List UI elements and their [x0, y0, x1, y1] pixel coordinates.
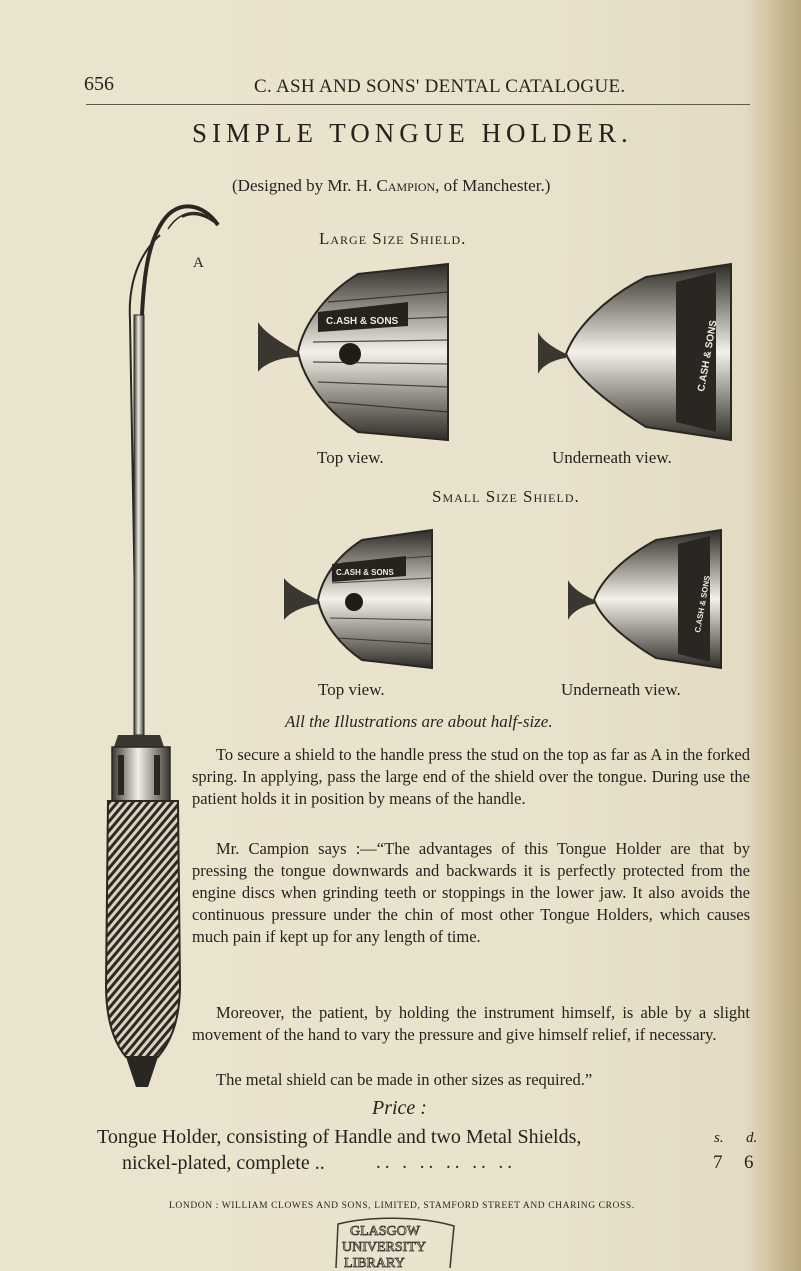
stamp-line1: GLASGOW [350, 1224, 420, 1239]
price-line1: Tongue Holder, consisting of Handle and two Metal Shields, [97, 1126, 582, 1148]
paragraph-campion-quote: Mr. Campion says :—“The advantages of this Tongue Holder are that by pressing the tongue downwards and backwards it is perfectly protected from the engine discs when grinding teeth or stoppings in the lower jaw. It also avoids the continuous pressure under the chin of most other Tongue Holders, which causes much pain if kept up for any length of time. [192, 839, 750, 946]
article-title: SIMPLE TONGUE HOLDER. [192, 118, 633, 148]
tongue-holder-handle-illustration [108, 195, 218, 1090]
price-complete-line: nickel-plated, complete .. [122, 1152, 325, 1174]
shield-marking-small-top: C.ASH & SONS [336, 568, 394, 577]
library-stamp [330, 1218, 460, 1270]
large-underneath-view-caption: Underneath view. [552, 448, 672, 467]
small-underneath-view-caption: Underneath view. [561, 680, 681, 699]
price-heading: Price : [372, 1097, 427, 1119]
large-size-heading: Large Size Shield. [319, 229, 467, 248]
running-title: C. ASH AND SONS' DENTAL CATALOGUE. [254, 76, 626, 97]
shield-marking-large-top: C.ASH & SONS [326, 316, 399, 327]
designer-post: , of Manchester.) [435, 176, 551, 195]
illustration-scale-note: All the Illustrations are about half-size. [285, 712, 553, 731]
paragraph-instructions: To secure a shield to the handle press the stud on the top as far as A in the forked spring. In applying, pass the large end of the shield over the tongue. During use the patient holds it in position by means of the handle. [192, 745, 750, 808]
shield-marking-small-under: C.ASH & SONS [693, 574, 713, 634]
small-top-view-caption: Top view. [318, 680, 385, 699]
stamp-line2: UNIVERSITY [342, 1240, 426, 1255]
large-shield-underneath-view [536, 262, 736, 442]
small-size-heading: Small Size Shield. [432, 487, 580, 506]
currency-pence-label: d. [746, 1130, 758, 1146]
shield-marking-large-under: C.ASH & SONS [696, 319, 720, 393]
printer-imprint: LONDON : WILLIAM CLOWES AND SONS, LIMITED, STAMFORD STREET AND CHARING CROSS. [169, 1201, 635, 1211]
stamp-line3: LIBRARY [344, 1256, 405, 1271]
header-rule [86, 104, 750, 105]
price-leader-dots: .. . .. .. .. .. [376, 1152, 516, 1173]
large-top-view-caption: Top view. [317, 448, 384, 467]
handle-letter-a: A [193, 255, 204, 271]
paragraph-sizes: The metal shield can be made in other sizes as required.” [216, 1070, 593, 1089]
designer-pre: (Designed by Mr. H. [232, 176, 377, 195]
price-shillings: 7 [713, 1152, 723, 1173]
designer-credit [232, 176, 550, 196]
price-description-line [97, 1126, 581, 1149]
paragraph-moreover: Moreover, the patient, by holding the instrument himself, is able by a slight movement of the hand to vary the pressure and give himself relief, if necessary. [192, 1003, 750, 1044]
designer-name: Campion [376, 176, 436, 195]
large-shield-top-view [258, 262, 458, 442]
small-shield-top-view [282, 528, 442, 670]
small-shield-underneath-view [566, 528, 726, 670]
price-pence: 6 [744, 1152, 754, 1173]
currency-shillings-label: s. [714, 1130, 724, 1146]
page-number: 656 [84, 73, 114, 95]
